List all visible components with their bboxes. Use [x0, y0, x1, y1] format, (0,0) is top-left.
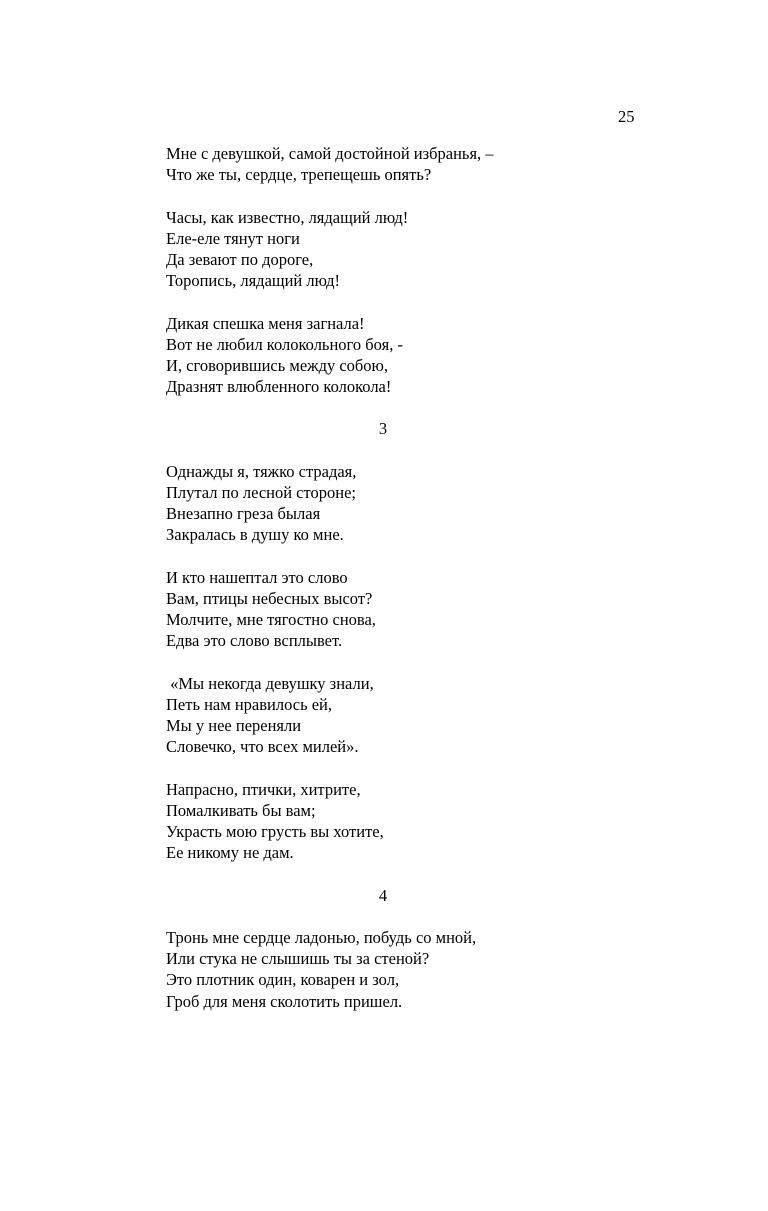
poem-line: И кто нашептал это слово — [166, 567, 348, 587]
poem-line: Торопись, лядащий люд! — [166, 271, 340, 291]
poem-line: Мы у нее переняли — [166, 716, 302, 736]
poem-line: Еле-еле тянут ноги — [166, 228, 300, 248]
poem-line: Плутал по лесной стороне; — [166, 483, 356, 502]
poem-line: Вот не любил колокольного боя, - — [166, 334, 403, 354]
poem-line: Словечко, что всех милей». — [166, 737, 359, 757]
poem-body — [166, 143, 606, 1012]
poem-line: Дикая спешка меня загнала! — [166, 313, 365, 333]
stanza — [166, 927, 606, 1012]
stanza — [166, 207, 606, 292]
stanza — [166, 567, 606, 652]
section-number-3: 3 — [378, 419, 388, 439]
poem-line: Тронь мне сердце ладонью, побудь со мной, — [166, 927, 477, 947]
poem-line: Это плотник один, коварен и зол, — [166, 970, 400, 990]
poem-line: Украсть мою грусть вы хотите, — [166, 822, 384, 841]
poem-line: Да зевают по дороге, — [166, 249, 314, 269]
page-number: 25 — [618, 107, 635, 126]
poem-line: Закралась в душу ко мне. — [166, 525, 344, 545]
stanza — [166, 143, 606, 185]
poem-line: Напрасно, птички, хитрите, — [166, 779, 361, 799]
stanza — [166, 313, 606, 398]
poem-line: И, сговорившись между собою, — [166, 355, 389, 375]
poem-line: Вам, птицы небесных высот? — [166, 588, 373, 608]
stanza — [166, 461, 606, 546]
poem-line: Ее никому не дам. — [166, 843, 294, 863]
poem-line: Что же ты, сердце, трепещешь опять? — [166, 165, 432, 185]
poem-line: Или стука не слышишь ты за стеной? — [166, 949, 430, 969]
poem-line: Гроб для меня сколотить пришел. — [166, 991, 403, 1011]
poem-line: Однажды я, тяжко страдая, — [166, 461, 357, 481]
poem-line: Внезапно греза былая — [166, 504, 321, 524]
poem-line: Часы, как известно, лядащий люд! — [166, 207, 409, 227]
poem-line: Помалкивать бы вам; — [166, 800, 316, 820]
poem-line: Молчите, мне тягостно снова, — [166, 610, 376, 630]
poem-line: «Мы некогда девушку знали, — [166, 673, 374, 693]
poem-line: Дразнят влюбленного колокола! — [166, 377, 392, 397]
poem-line: Мне с девушкой, самой достойной избранья, – — [166, 144, 494, 163]
poem-line: Петь нам нравилось ей, — [166, 694, 332, 714]
stanza — [166, 673, 606, 758]
section-number-4: 4 — [378, 885, 388, 905]
stanza — [166, 779, 606, 864]
poem-line: Едва это слово всплывет. — [166, 631, 343, 651]
